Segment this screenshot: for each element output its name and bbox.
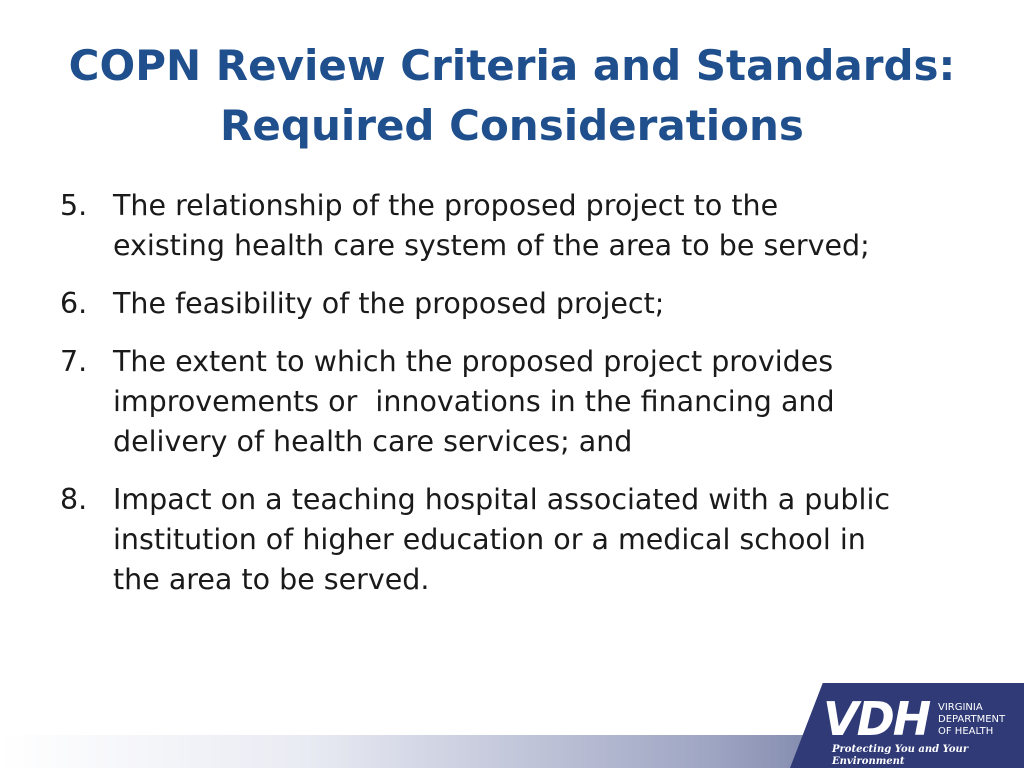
vdh-logo-tagline: Protecting You and Your Environment <box>832 744 969 767</box>
slide-title <box>40 36 984 156</box>
list-item-text <box>113 342 960 462</box>
vdh-logo-dept-line-2: DEPARTMENT <box>938 714 1006 725</box>
list-item-line: Impact on a teaching hospital associated with a public <box>113 483 891 516</box>
list-item-line: The relationship of the proposed project to the <box>113 189 779 222</box>
list-item-number: 6. <box>60 287 88 320</box>
list-item-number: 8. <box>60 483 88 516</box>
list-item <box>60 342 960 462</box>
list-item-line: The extent to which the proposed project provides <box>113 345 834 378</box>
list-item-line: existing health care system of the area to be served; <box>113 229 870 262</box>
list-item <box>60 284 960 324</box>
vdh-logo-dept-line-1: VIRGINIA <box>938 702 983 713</box>
list-item-number: 7. <box>60 345 88 378</box>
list-item-line: improvements or innovations in the financing and <box>113 385 835 418</box>
list-item <box>60 480 960 600</box>
vdh-logo-department-name <box>938 702 1005 738</box>
list-item-number: 5. <box>60 189 88 222</box>
slide-title-line-2: Required Considerations <box>220 101 804 150</box>
considerations-list <box>60 186 960 618</box>
list-item-line: the area to be served. <box>113 563 430 596</box>
vdh-logo-letters: VDH <box>823 692 930 746</box>
list-item-line: institution of higher education or a medical school in <box>113 523 866 556</box>
list-item <box>60 186 960 266</box>
list-item-line: The feasibility of the proposed project; <box>113 287 665 320</box>
list-item-line: delivery of health care services; and <box>113 425 633 458</box>
slide-title-line-1: COPN Review Criteria and Standards: <box>68 41 956 90</box>
list-item-text <box>113 480 960 600</box>
list-item-text <box>113 186 960 266</box>
vdh-logo-dept-line-3: OF HEALTH <box>938 726 994 737</box>
list-item-text <box>113 284 960 324</box>
